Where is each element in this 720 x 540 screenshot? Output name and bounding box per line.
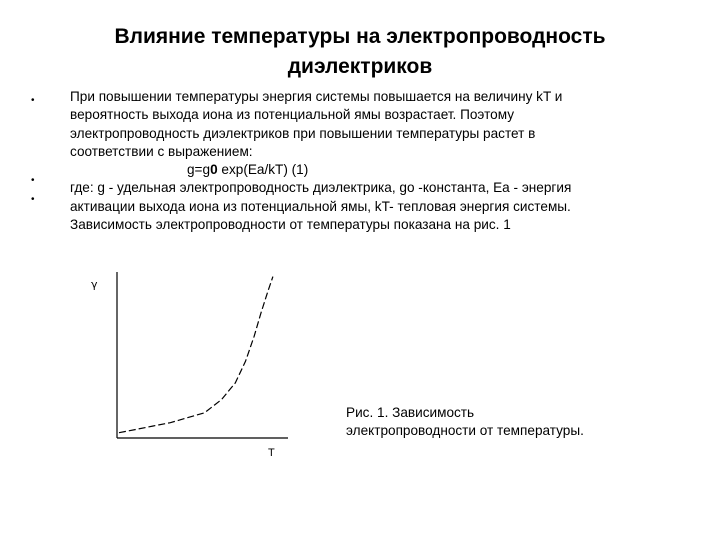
bullet-marker-1: •	[31, 95, 35, 106]
figure-caption	[346, 404, 584, 440]
paragraph-line: электропроводность диэлектриков при повышении температуры растет в	[70, 125, 536, 141]
formula-suffix: exp(Ea/kT) (1)	[217, 162, 309, 178]
paragraph-line: активации выхода иона из потенциальной ямы, kT- тепловая энергия системы.	[70, 198, 571, 214]
caption-line-2: электропроводности от температуры.	[346, 423, 584, 438]
formula-subscript: 0	[210, 162, 218, 178]
paragraph-line: При повышении температуры энергия системы повышается на величину kT и	[70, 89, 563, 104]
paragraph-line: где: g - удельная электропроводность диэлектрика, go -константа, Ea - энергия	[70, 180, 572, 196]
conductivity-curve	[119, 277, 273, 433]
caption-line-1: Рис. 1. Зависимость	[346, 405, 475, 420]
paragraph-line: вероятность выхода иона из потенциальной ямы возрастает. Поэтому	[70, 107, 514, 123]
bullet-marker-3: •	[31, 194, 35, 205]
y-axis-label: γ	[91, 278, 98, 291]
bullet-marker-2: •	[31, 175, 35, 186]
formula-prefix: g=g	[187, 162, 211, 178]
title-line-1: Влияние температуры на электропроводность	[114, 25, 606, 48]
x-axis-label: T	[268, 447, 275, 459]
title-line-2: диэлектриков	[287, 55, 433, 78]
paragraph-line: соответствии с выражением:	[70, 143, 253, 159]
paragraph-line: Зависимость электропроводности от температуры показана на рис. 1	[70, 217, 511, 233]
